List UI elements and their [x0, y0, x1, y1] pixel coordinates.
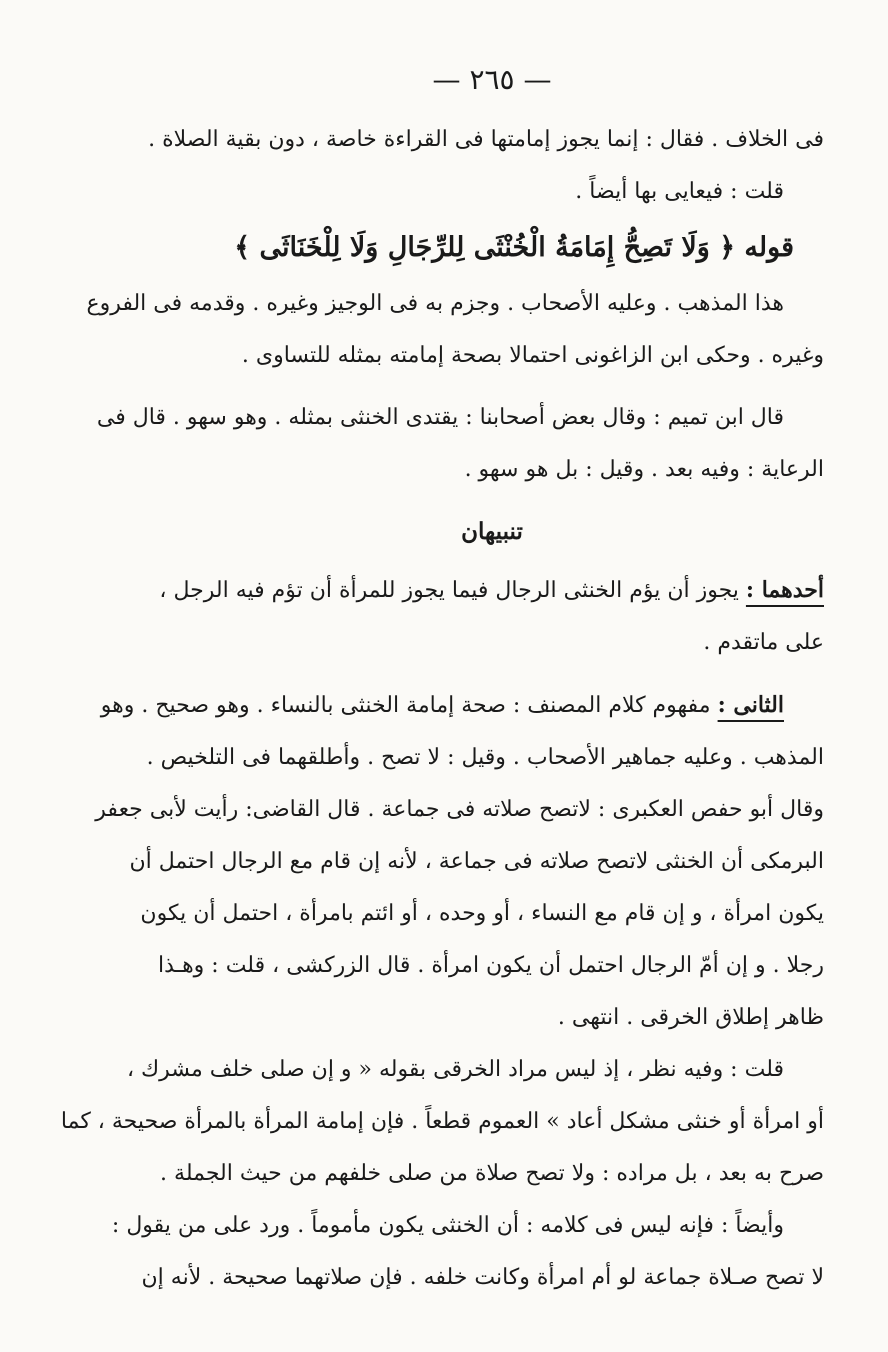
text-line: صرح به بعد ، بل مراده : ولا تصح صلاة من صلى خلفهم من حيث الجملة . — [160, 1161, 824, 1186]
text-line: هذا المذهب . وعليه الأصحاب . وجزم به فى الوجيز وغيره . وقدمه فى الفروع — [86, 291, 784, 316]
text-line: على ماتقدم . — [703, 630, 824, 655]
second-lead: الثانى : — [717, 692, 784, 718]
text-line: الرعاية : وفيه بعد . وقيل : بل هو سهو . — [464, 457, 824, 482]
text-line: أو امرأة أو خنثى مشكل أعاد » العموم قطعاً . فإن إمامة المرأة بالمرأة صحيحة ، كما — [60, 1109, 824, 1134]
first-text: يجوز أن يؤم الخنثى الرجال فيما يجوز للمرأة أن تؤم فيه الرجل ، — [159, 578, 739, 603]
text-line: وقال أبو حفص العكبرى : لاتصح صلاته فى جماعة . قال القاضى: رأيت لأبى جعفر — [95, 797, 824, 822]
book-page — [60, 60, 824, 1304]
text-line: قلت : فيعايى بها أيضاً . — [575, 179, 784, 204]
text-line: قلت : وفيه نظر ، إذ ليس مراد الخرقى بقوله « و إن صلى خلف مشرك ، — [126, 1057, 784, 1082]
text-line: ظاهر إطلاق الخرقى . انتهى . — [557, 1005, 824, 1030]
text-line: البرمكى أن الخنثى لاتصح صلاته فى جماعة ، لأنه إن قام مع الرجال احتمل أن — [129, 849, 824, 874]
page-number: — ٢٦٥ — — [432, 63, 552, 96]
text-line: يكون امرأة ، و إن قام مع النساء ، أو وحده ، أو ائتم بامرأة ، احتمل أن يكون — [140, 901, 824, 926]
text-line — [100, 679, 824, 732]
first-lead: أحدهما : — [745, 577, 824, 603]
second-text: مفهوم كلام المصنف : صحة إمامة الخنثى بالنساء . وهو صحيح . وهو — [100, 693, 711, 718]
section-title: تنبيهان — [461, 518, 523, 545]
text-line: المذهب . وعليه جماهير الأصحاب . وقيل : لا تصح . وأطلقهما فى التلخيص . — [146, 745, 824, 770]
text-line — [160, 564, 824, 617]
text-line: فى الخلاف . فقال : إنما يجوز إمامتها فى القراءة خاصة ، دون بقية الصلاة . — [148, 127, 824, 152]
text-line: قال ابن تميم : وقال بعض أصحابنا : يقتدى الخنثى بمثله . وهو سهو . قال فى — [96, 405, 784, 430]
quoted-matn: قوله ﴿ وَلَا تَصِحُّ إِمَامَةُ الْخُنْثَى لِلرِّجَالِ وَلَا لِلْخَنَاثَى ﴾ — [234, 232, 794, 263]
text-line: وأيضاً : فإنه ليس فى كلامه : أن الخنثى يكون مأموماً . ورد على من يقول : — [111, 1213, 784, 1238]
text-line: لا تصح صـلاة جماعة لو أم امرأة وكانت خلفه . فإن صلاتهما صحيحة . لأنه إن — [141, 1265, 824, 1290]
text-line: وغيره . وحكى ابن الزاغونى احتمالا بصحة إمامته بمثله للتساوى . — [241, 343, 824, 368]
text-line: رجلا . و إن أمّ الرجال احتمل أن يكون امرأة . قال الزركشى ، قلت : وهـذا — [157, 953, 824, 978]
